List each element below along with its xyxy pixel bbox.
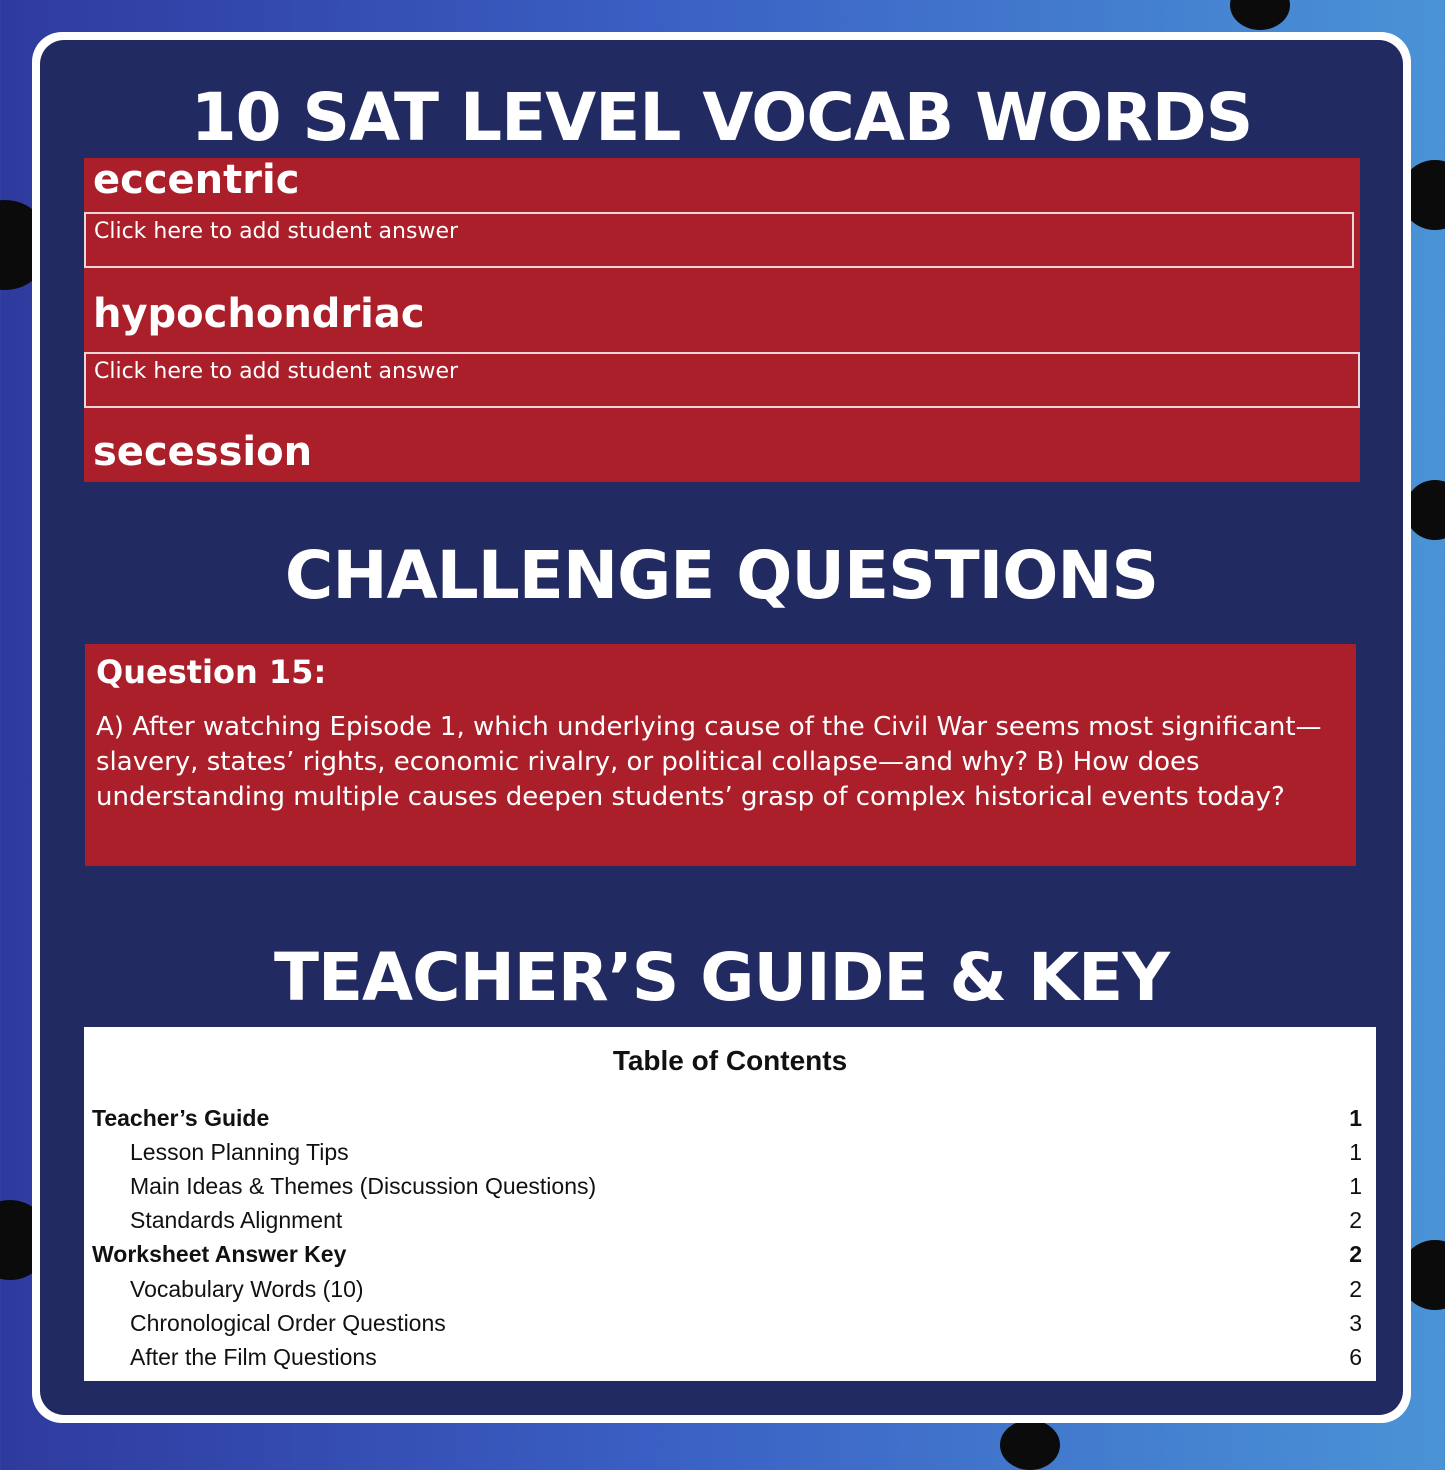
toc-entry-label: After the Film Questions	[130, 1344, 377, 1370]
question-box	[85, 644, 1356, 866]
toc-page-number: 1	[1349, 1139, 1362, 1165]
toc-row[interactable]	[84, 1169, 1376, 1203]
toc-entry-label: Teacher’s Guide	[92, 1105, 270, 1131]
challenge-heading: CHALLENGE QUESTIONS	[284, 537, 1159, 614]
toc-row[interactable]	[84, 1237, 1376, 1271]
toc-page-number: 2	[1349, 1241, 1362, 1267]
table-of-contents	[84, 1027, 1376, 1381]
toc-row[interactable]	[84, 1306, 1376, 1340]
teacher-heading: TEACHER’S GUIDE & KEY	[273, 939, 1170, 1016]
content-panel	[40, 40, 1403, 1415]
vocab-word: eccentric	[93, 157, 300, 203]
vocab-heading: 10 SAT LEVEL VOCAB WORDS	[190, 79, 1253, 156]
toc-entry-label: Standards Alignment	[130, 1207, 343, 1233]
toc-entry-label: Vocabulary Words (10)	[130, 1276, 364, 1302]
vocab-word: secession	[93, 429, 313, 475]
toc-page-number: 3	[1349, 1310, 1362, 1336]
background-blob	[1405, 480, 1445, 540]
toc-page-number: 1	[1349, 1105, 1362, 1131]
vocab-box	[84, 158, 1360, 482]
background-blob	[1000, 1420, 1060, 1470]
student-answer-field[interactable]: Click here to add student answer	[84, 352, 1360, 408]
vocab-word: hypochondriac	[93, 291, 425, 337]
toc-row[interactable]	[84, 1135, 1376, 1169]
content-card	[32, 32, 1411, 1423]
toc-entry-label: Chronological Order Questions	[130, 1310, 446, 1336]
toc-page-number: 2	[1349, 1207, 1362, 1233]
question-text: A) After watching Episode 1, which underlying cause of the Civil War seems most significant—slavery, states’ rights, economic rivalry, or political collapse—and why? B) How does understanding multiple causes deepen students’ grasp of complex historical events today?	[96, 712, 1322, 812]
toc-page-number: 6	[1349, 1344, 1362, 1370]
toc-page-number: 2	[1349, 1276, 1362, 1302]
toc-page-number: 1	[1349, 1173, 1362, 1199]
toc-row[interactable]	[84, 1272, 1376, 1306]
toc-entry-label: Main Ideas & Themes (Discussion Questions)	[130, 1173, 597, 1199]
student-answer-field[interactable]: Click here to add student answer	[84, 212, 1354, 268]
toc-row[interactable]	[84, 1101, 1376, 1135]
toc-entry-label: Worksheet Answer Key	[92, 1241, 347, 1267]
background-blob	[1230, 0, 1290, 30]
toc-row[interactable]	[84, 1340, 1376, 1374]
toc-entry-label: Lesson Planning Tips	[130, 1139, 349, 1165]
toc-title: Table of Contents	[612, 1045, 848, 1076]
question-title: Question 15:	[96, 653, 327, 691]
toc-row[interactable]	[84, 1203, 1376, 1237]
